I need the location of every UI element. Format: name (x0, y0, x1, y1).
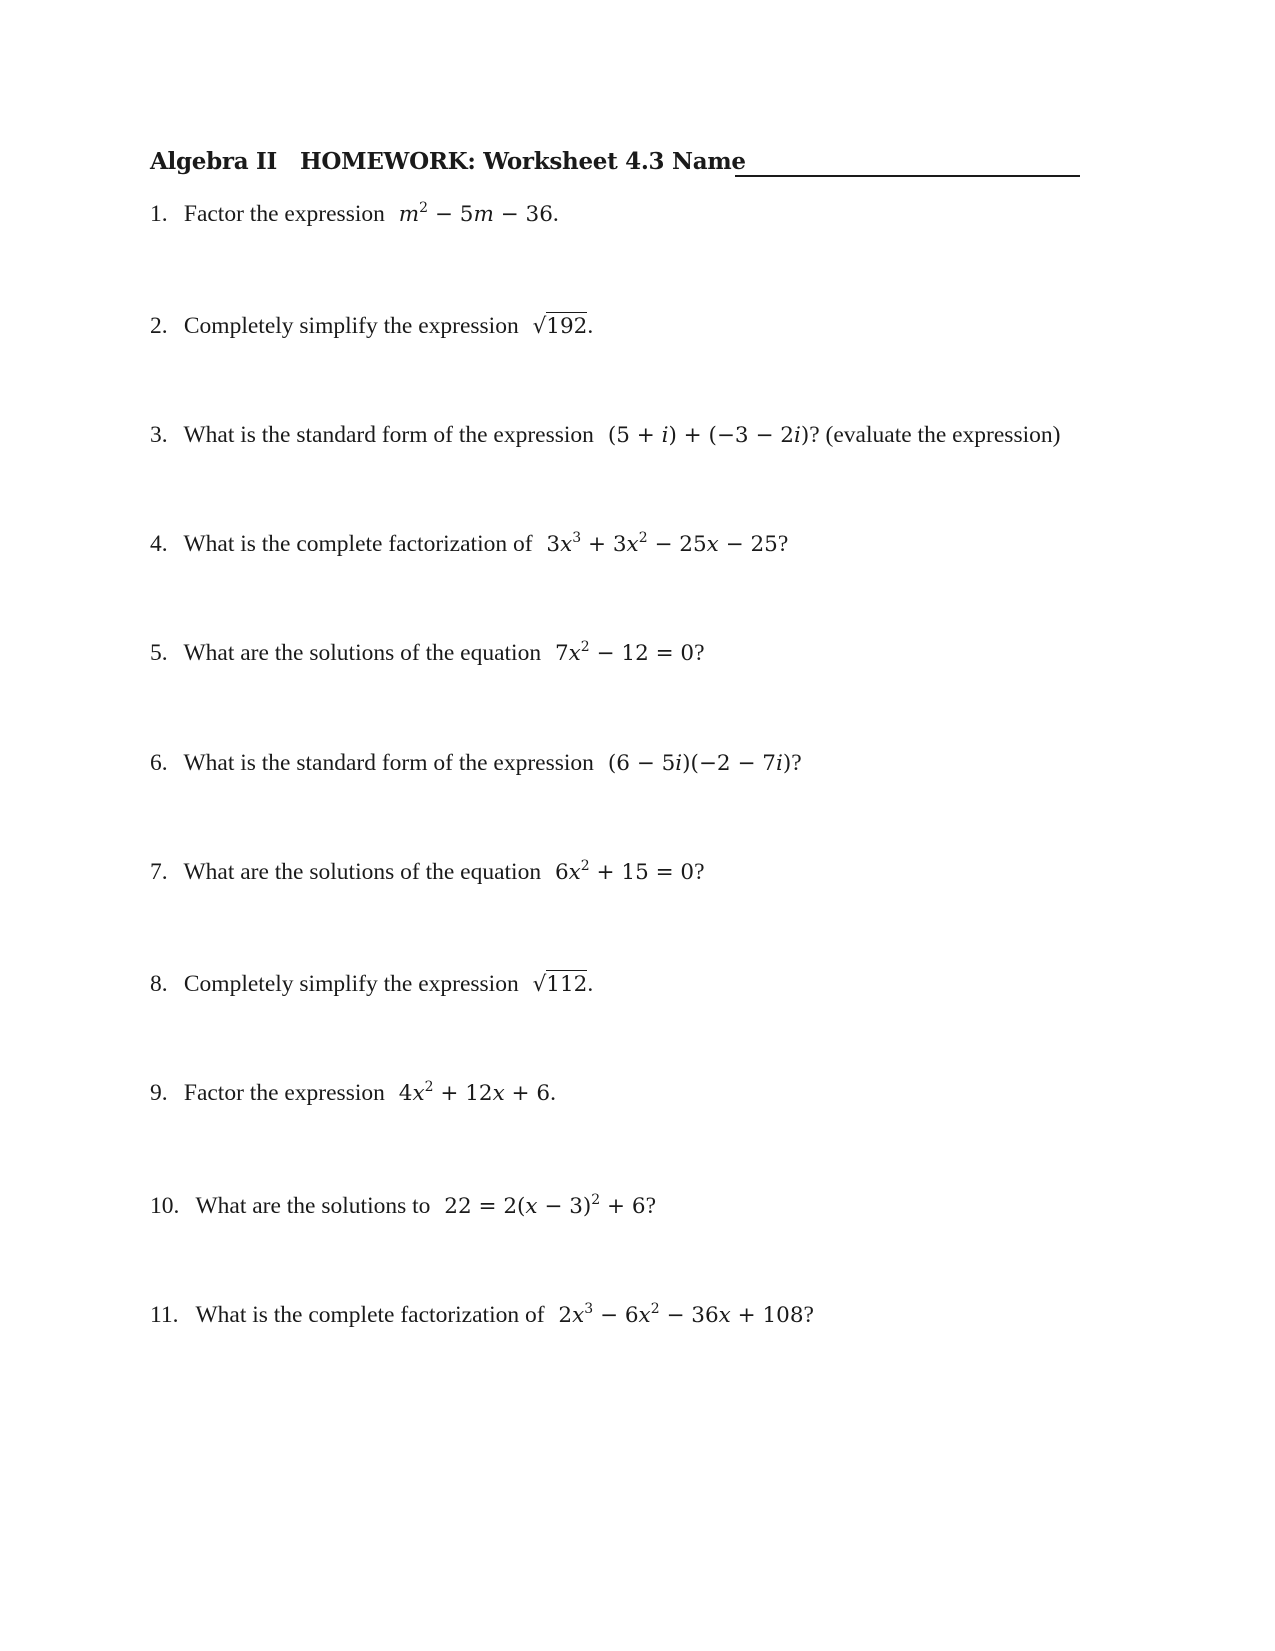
question-number: 8. (150, 971, 168, 997)
name-label: Name (672, 148, 746, 175)
question-suffix: . (552, 201, 559, 227)
question-text: Factor the expression (183, 1080, 385, 1106)
question-text: What are the solutions to (195, 1193, 431, 1219)
question-4 (150, 529, 788, 560)
question-number: 5. (150, 640, 168, 666)
question-text: What is the complete factorization of (195, 1302, 545, 1328)
question-1 (150, 199, 559, 230)
question-expression: (5 + i) + (−3 − 2i) (607, 423, 810, 448)
question-number: 11. (150, 1302, 179, 1328)
question-number: 7. (150, 859, 168, 885)
question-number: 2. (150, 313, 168, 339)
question-expression: $2x^3 - 6x^2 - 36x + 108$ (558, 1301, 804, 1328)
question-number: 3. (150, 422, 168, 448)
question-7 (150, 857, 705, 888)
worksheet-header (150, 148, 1090, 188)
question-suffix: ? (evaluate the expression) (809, 422, 1061, 448)
question-number: 6. (150, 750, 168, 776)
question-9 (150, 1078, 556, 1109)
question-expression: $3x^3 + 3x^2 - 25x - 25$ (546, 530, 778, 557)
question-text: What is the standard form of the expression (183, 422, 594, 448)
question-expression: $6x^2 + 15 = 0$ (554, 858, 695, 885)
question-text: What are the solutions of the equation (183, 859, 542, 885)
question-5 (150, 638, 705, 669)
question-number: 4. (150, 531, 168, 557)
question-11 (150, 1300, 814, 1331)
question-expression: $22 = 2(x - 3)^2 + 6$ (444, 1192, 646, 1219)
question-expression: $4x^2 + 12x + 6$ (398, 1079, 551, 1106)
question-expression: (6 − 5i)(−2 − 7i) (607, 751, 792, 776)
question-number: 9. (150, 1080, 168, 1106)
question-expression: √192 (532, 314, 588, 339)
question-number: 10. (150, 1193, 180, 1219)
question-suffix: ? (803, 1302, 814, 1328)
question-expression: √112 (532, 972, 588, 997)
question-suffix: ? (791, 750, 802, 776)
question-text: What is the standard form of the expression (183, 750, 594, 776)
question-suffix: ? (694, 640, 705, 666)
question-suffix: ? (694, 859, 705, 885)
course-title: Algebra II (150, 148, 277, 175)
question-8 (150, 969, 593, 1000)
question-2 (150, 311, 593, 342)
worksheet-title: HOMEWORK: Worksheet 4.3 (300, 148, 665, 175)
question-text: Completely simplify the expression (183, 971, 519, 997)
question-3 (150, 420, 1060, 451)
question-suffix: ? (777, 531, 789, 557)
question-expression: $7x^2 - 12 = 0$ (554, 639, 695, 666)
question-text: What are the solutions of the equation (183, 640, 542, 666)
question-number: 1. (150, 201, 168, 227)
question-suffix: . (550, 1080, 556, 1106)
question-text: Completely simplify the expression (183, 313, 519, 339)
question-text: What is the complete factorization of (183, 531, 533, 557)
question-expression: $m^2 - 5m - 36$ (398, 200, 553, 227)
question-suffix: . (587, 971, 594, 997)
question-10 (150, 1191, 656, 1222)
question-suffix: ? (645, 1193, 657, 1219)
question-suffix: . (587, 313, 594, 339)
question-6 (150, 748, 802, 779)
name-field-line (735, 175, 1080, 177)
question-text: Factor the expression (183, 201, 385, 227)
